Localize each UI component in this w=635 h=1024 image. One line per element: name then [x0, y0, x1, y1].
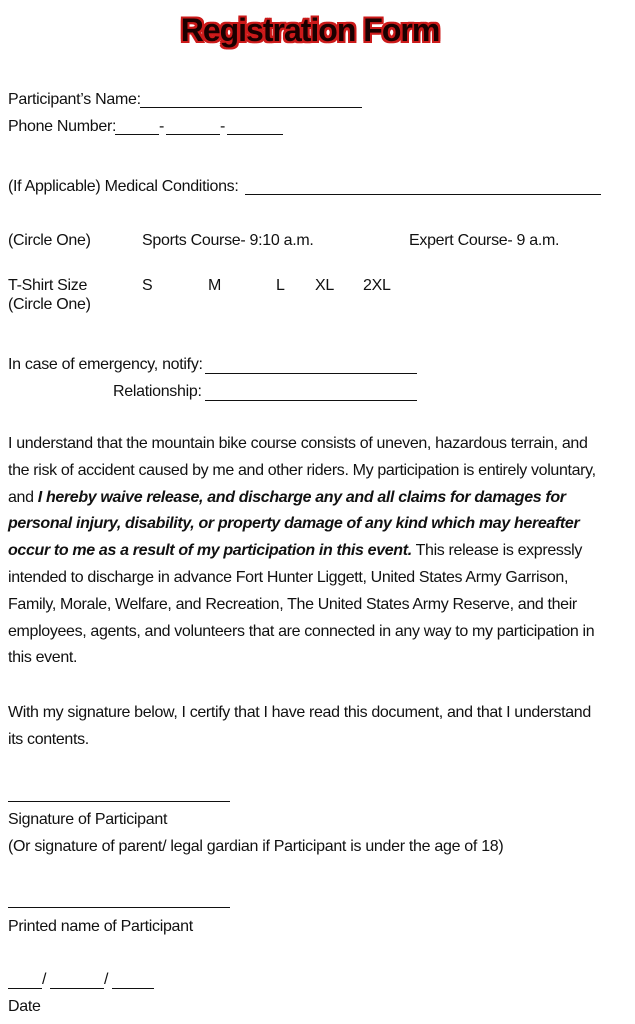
certification-paragraph: With my signature below, I certify that I have read this document, and that I understand its contents.	[8, 704, 591, 748]
tshirt-size-option[interactable]: L	[276, 277, 285, 294]
course-circle-label: (Circle One)	[8, 232, 91, 249]
participant-name-label: Participant’s Name:	[8, 91, 141, 108]
date-separator: /	[42, 971, 47, 988]
date-month-line[interactable]	[8, 988, 42, 989]
signature-label: Signature of Participant	[8, 811, 168, 828]
printed-name-label: Printed name of Participant	[8, 918, 193, 935]
waiver-paragraph	[8, 431, 608, 672]
relationship-label: Relationship:	[113, 383, 202, 400]
waiver-text: This release is expressly intended to discharge in advance Fort Hunter Liggett, United States Army Garrison, Family, Morale, Welfare, and Recreation, The United States Army Reserve, and their employees, agents, and volunteers that are connected in any way to my participation in this event.	[8, 542, 595, 667]
signature-note: (Or signature of parent/ legal gardian if Participant is under the age of 18)	[8, 838, 504, 855]
phone-line-number-line[interactable]	[227, 134, 283, 135]
emergency-contact-label: In case of emergency, notify:	[8, 356, 203, 373]
waiver-text: I understand that the mountain bike course consists of uneven, hazardous terrain, and the risk of accident caused by me and other riders. My participation is entirely voluntary, and	[8, 435, 596, 506]
relationship-line[interactable]	[205, 400, 417, 401]
date-label: Date	[8, 998, 41, 1015]
phone-separator: -	[159, 118, 165, 135]
phone-prefix-line[interactable]	[166, 134, 220, 135]
tshirt-circle-label: (Circle One)	[8, 296, 91, 313]
printed-name-line[interactable]	[8, 907, 230, 908]
form-title: Registration Form	[180, 12, 440, 48]
tshirt-size-option[interactable]: XL	[315, 277, 334, 294]
phone-separator: -	[220, 118, 226, 135]
expert-course-option[interactable]: Expert Course- 9 a.m.	[409, 232, 560, 249]
phone-number-label: Phone Number:	[8, 118, 117, 135]
medical-conditions-label: (If Applicable) Medical Conditions:	[8, 178, 239, 195]
emergency-contact-line[interactable]	[205, 373, 417, 374]
signature-line[interactable]	[8, 801, 230, 802]
tshirt-size-label: T-Shirt Size	[8, 277, 88, 294]
tshirt-size-option[interactable]: S	[142, 277, 153, 294]
sports-course-option[interactable]: Sports Course- 9:10 a.m.	[142, 232, 314, 249]
date-year-line[interactable]	[112, 988, 154, 989]
participant-name-line[interactable]	[140, 107, 362, 108]
date-separator: /	[104, 971, 109, 988]
tshirt-size-option[interactable]: 2XL	[363, 277, 391, 294]
tshirt-size-option[interactable]: M	[208, 277, 222, 294]
date-day-line[interactable]	[50, 988, 104, 989]
medical-conditions-line[interactable]	[245, 194, 601, 195]
phone-area-line[interactable]	[115, 134, 159, 135]
waiver-release-clause: I hereby waive release, and discharge any and all claims for damages for personal injury, disability, or property damage of any kind which may hereafter occur to me as a result of my participation in this event.	[8, 488, 580, 560]
